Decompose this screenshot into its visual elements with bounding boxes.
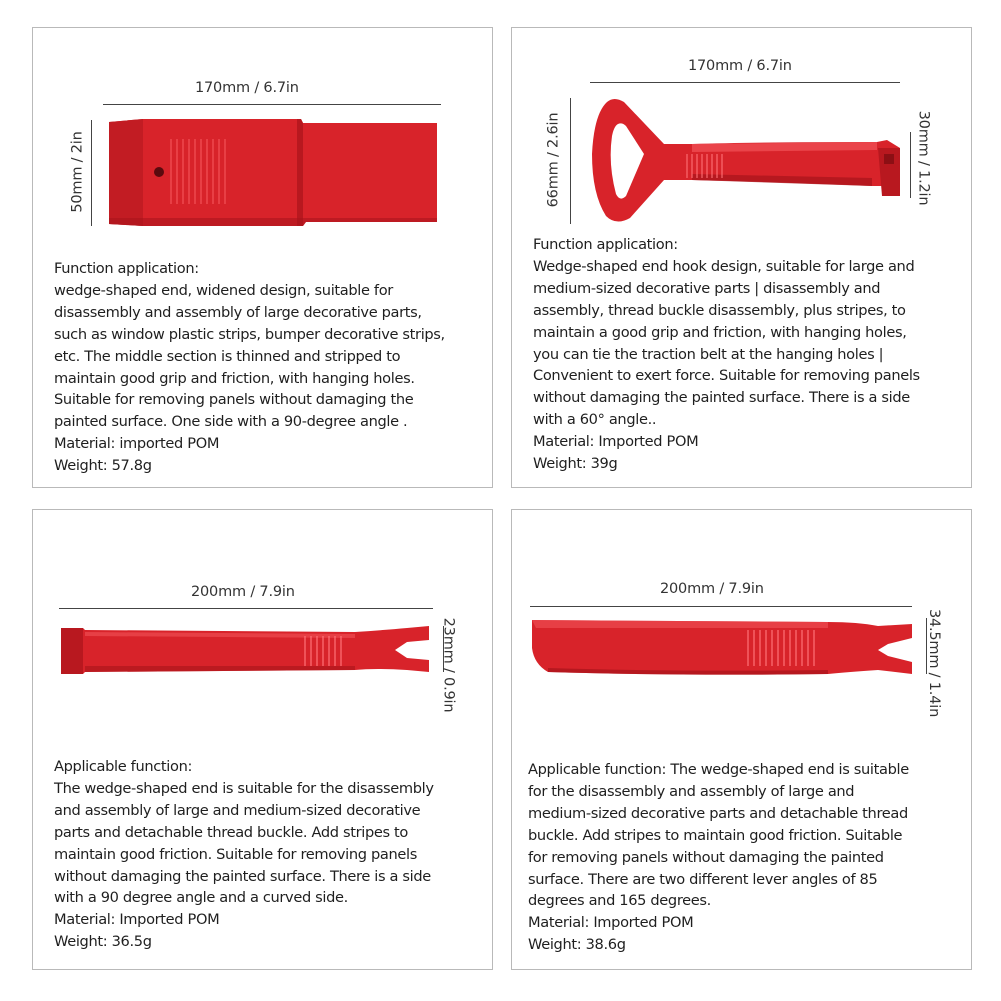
width-dimension-line [590, 82, 900, 83]
height-dimension-label: 34.5mm / 1.4in [926, 608, 943, 718]
height-dimension-label: 23mm / 0.9in [440, 617, 457, 713]
height-dimension-line [91, 120, 92, 226]
width-dimension-label: 170mm / 6.7in [688, 58, 792, 74]
product-description: Function application: wedge-shaped end, widened design, suitable for disassembly and assembly of large decorative parts, such as window plastic strips, bumper decorative strips, etc. The middle section is thinned and stripped to maintain good grip and friction, with hanging holes. Suitable for removing panels without damaging the painted surface. One side with a 90-degree angle . Material: imported POM Weight: 57.8g [54, 260, 445, 475]
product-card-slim-trim-tool [32, 509, 493, 970]
curved-trim-tool-image [528, 614, 918, 684]
width-dimension-line [59, 608, 433, 609]
height-dimension-label: 50mm / 2in [69, 131, 86, 213]
width-dimension-line [530, 606, 912, 607]
product-description: Function application: Wedge-shaped end hook design, suitable for large and medium-sized decorative parts | disassembly and assembly, thread buckle disassembly, plus stripes, to maintain a good grip and friction, with hanging holes, you can tie the traction belt at the hanging holes | Convenient to exert force. Suitable for removing panels without damaging the painted surface. There is a side with a 60° angle.. Material: Imported POM Weight: 39g [533, 236, 920, 473]
height-dimension-line [570, 98, 571, 224]
hook-trim-tool-image [582, 94, 912, 230]
height-dimension-label: 66mm / 2.6in [545, 112, 562, 208]
width-dimension-line [103, 104, 441, 105]
width-dimension-label: 200mm / 7.9in [191, 584, 295, 600]
width-dimension-label: 200mm / 7.9in [660, 581, 764, 597]
product-description: Applicable function: The wedge-shaped end is suitable for the disassembly and assembly of large and medium-sized decorative parts and detachable thread buckle. Add stripes to maintain good friction. Suitable for removing panels without damaging the painted surface. There is a side with a 90 degree angle and a curved side. Material: Imported POM Weight: 36.5g [54, 758, 434, 951]
product-card-curved-trim-tool [511, 509, 972, 970]
end-dimension-label: 30mm / 1.2in [915, 110, 932, 206]
product-card-hook-trim-tool [511, 27, 972, 488]
width-dimension-label: 170mm / 6.7in [195, 80, 299, 96]
product-description: Applicable function: The wedge-shaped end is suitable for the disassembly and assembly of large and medium-sized decorative parts and detachable thread buckle. Add stripes to maintain good friction. Suitable for removing panels without damaging the painted surface. There are two different lever angles of 85 degrees and 165 degrees. Material: Imported POM Weight: 38.6g [528, 761, 909, 954]
product-card-wide-trim-tool [32, 27, 493, 488]
wide-trim-tool-image [101, 114, 446, 232]
slim-trim-tool-image [55, 620, 437, 682]
